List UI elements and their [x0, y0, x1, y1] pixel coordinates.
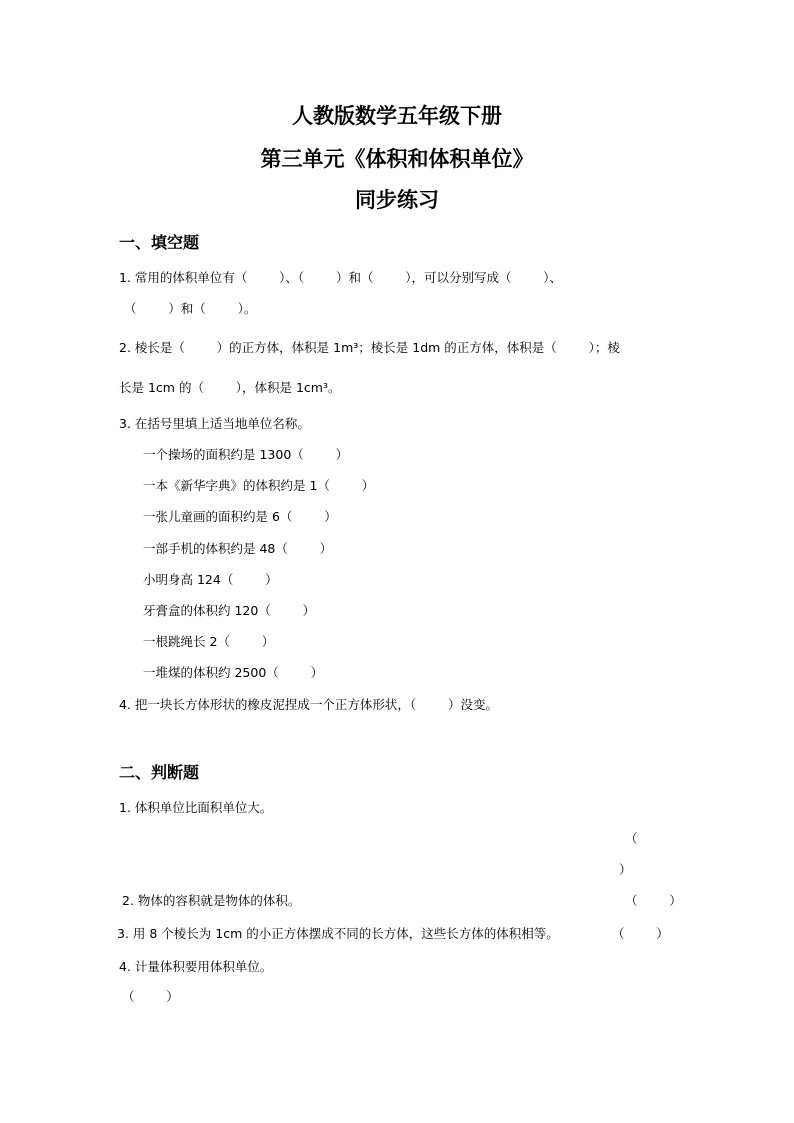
question-3-stem: 3. 在括号里填上适当地单位名称。 [119, 416, 310, 431]
section-heading-true-false: 二、判断题 [119, 763, 200, 782]
section-heading-fill-in: 一、填空题 [119, 233, 200, 252]
tf-answer-paren-close: ） [619, 862, 632, 877]
question-2-line-1: 2. 棱长是（ ）的正方体，体积是 1m³；棱长是 1dm 的正方体，体积是（ ）；棱 [119, 340, 620, 355]
tf-answer-paren: （ ） [625, 893, 682, 908]
tf-answer-paren: （ ） [612, 926, 669, 941]
question-3-item: 一根跳绳长 2（ ） [143, 634, 275, 649]
question-3-item: 一个操场的面积约是 1300（ ） [143, 447, 349, 462]
question-3-item: 一部手机的体积约是 48（ ） [143, 541, 333, 556]
question-2-line-2: 长是 1cm 的（ ），体积是 1cm³。 [119, 380, 341, 395]
unit-title: 第三单元《体积和体积单位》 [260, 146, 534, 171]
tf-answer-paren: （ ） [122, 989, 179, 1004]
tf-question-2: 2. 物体的容积就是物体的体积。 [122, 893, 301, 908]
question-3-item: 小明身高 124（ ） [143, 572, 278, 587]
question-4: 4. 把一块长方体形状的橡皮泥捏成一个正方体形状，（ ）没变。 [119, 697, 498, 712]
tf-question-1: 1. 体积单位比面积单位大。 [119, 800, 273, 815]
question-3-item: 一本《新华字典》的体积约是 1（ ） [143, 478, 375, 493]
tf-question-3: 3. 用 8 个棱长为 1cm 的小正方体摆成不同的长方体，这些长方体的体积相等。 [117, 926, 559, 941]
question-1-line-1: 1. 常用的体积单位有（ ）、（ ）和（ ），可以分别写成（ ）、 [119, 270, 563, 285]
page-title: 人教版数学五年级下册 [292, 103, 502, 128]
question-3-item: 一张儿童画的面积约是 6（ ） [143, 509, 337, 524]
question-1-line-2: （ ）和（ ）。 [124, 301, 257, 316]
question-3-item: 一堆煤的体积约 2500（ ） [143, 665, 324, 680]
exercise-title: 同步练习 [355, 187, 439, 212]
tf-answer-paren-open: （ [625, 831, 638, 846]
question-3-item: 牙膏盒的体积约 120（ ） [143, 603, 316, 618]
tf-question-4: 4. 计量体积要用体积单位。 [119, 959, 273, 974]
